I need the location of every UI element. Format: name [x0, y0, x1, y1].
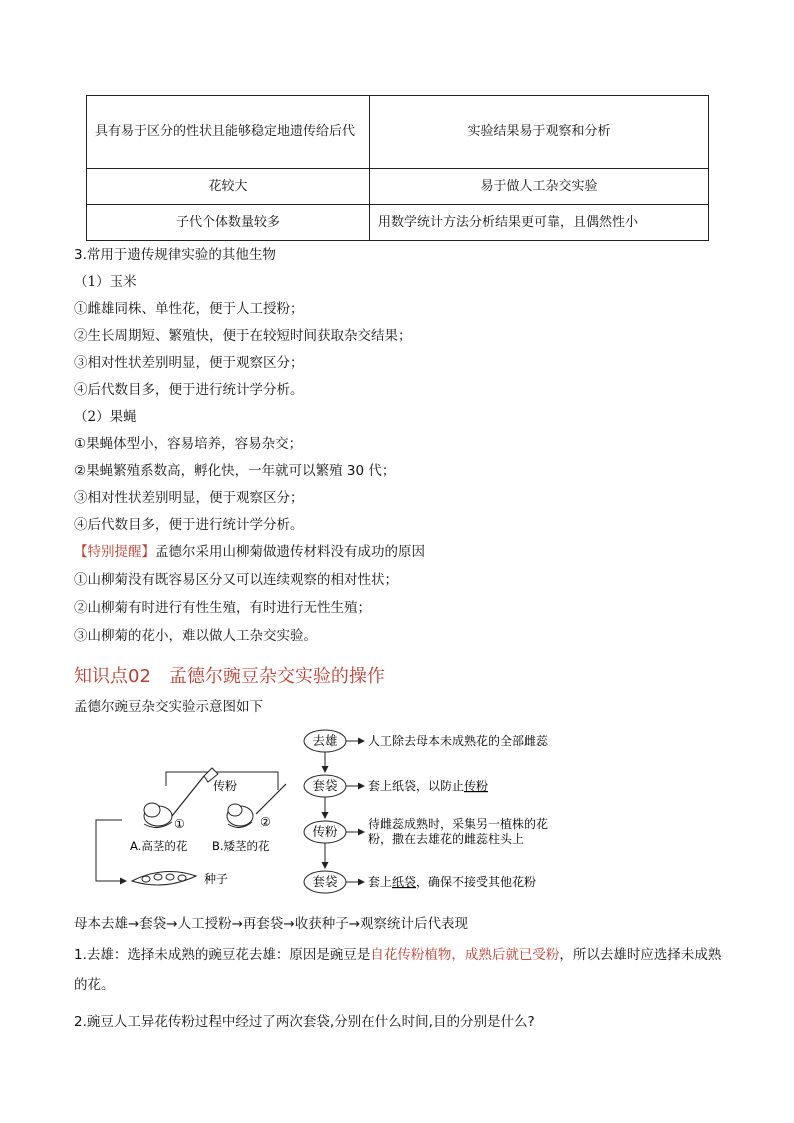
diagram-intro: 孟德尔豌豆杂交实验示意图如下	[74, 699, 263, 715]
highlight-text: 自花传粉植物，成熟后就已受粉	[370, 947, 560, 963]
flow-step-desc: 套上纸袋，确保不接受其他花粉	[368, 875, 537, 889]
list-item: ③山柳菊的花小，难以做人工杂交实验。	[74, 628, 317, 644]
list-item: ①果蝇体型小，容易培养，容易杂交；	[74, 436, 303, 452]
tweezers-right	[256, 784, 286, 814]
tweezers-left	[172, 776, 204, 816]
special-tip	[74, 540, 425, 560]
flow-step-label: 套袋	[312, 874, 338, 889]
flower-b-label: B.矮茎的花	[212, 839, 270, 853]
table-cell: 具有易于区分的性状且能够稳定地遗传给后代	[87, 96, 370, 169]
tip-label: 【特别提醒】	[74, 544, 155, 560]
list-item: ②生长周期短、繁殖快，便于在较短时间获取杂交结果；	[74, 328, 412, 344]
question-1: 1.去雄：选择未成熟的豌豆花去雄：原因是豌豆是自花传粉植物，成熟后就已受粉，所以去雄时应选择未成熟的花。	[74, 947, 722, 993]
corn-title: （1）玉米	[74, 274, 137, 290]
flow-step-desc: 套上纸袋，以防止传粉	[368, 779, 489, 793]
table-row	[87, 96, 709, 169]
tip-text: 孟德尔采用山柳菊做遗传材料没有成功的原因	[155, 544, 425, 560]
knowledge-title: 孟德尔豌豆杂交实验的操作	[168, 666, 385, 687]
list-item: ②果蝇繁殖系数高，孵化快，一年就可以繁殖 30 代；	[74, 463, 396, 479]
flow-step-desc: 人工除去母本未成熟花的全部雌蕊	[368, 734, 549, 748]
list-item: ④后代数目多，便于进行统计学分析。	[74, 517, 304, 533]
table-cell: 易于做人工杂交实验	[370, 169, 709, 205]
list-item: ③相对性状差别明显，便于观察区分；	[74, 490, 304, 506]
table-cell: 实验结果易于观察和分析	[370, 96, 709, 169]
question-2: 2.豌豆人工异花传粉过程中经过了两次套袋,分别在什么时间,目的分别是什么?	[74, 1014, 535, 1030]
knowledge-point-heading	[74, 662, 385, 688]
list-item: ①山柳菊没有既容易区分又可以连续观察的相对性状；	[74, 572, 398, 588]
pea-hybridization-diagram	[88, 724, 588, 900]
table-cell: 子代个体数量较多	[87, 205, 370, 241]
section-title: 3.常用于遗传规律实验的其他生物	[74, 247, 276, 263]
table-row	[87, 205, 709, 241]
knowledge-number: 知识点02	[74, 666, 151, 687]
list-item: ②山柳菊有时进行有性生殖，有时进行无性生殖；	[74, 600, 371, 616]
flow-step-label: 去雄	[312, 733, 338, 748]
seed-label: 种子	[204, 872, 229, 886]
table-cell: 花较大	[87, 169, 370, 205]
fly-title: （2）果蝇	[74, 409, 137, 425]
list-item: ③相对性状差别明显，便于观察区分；	[74, 355, 304, 371]
step-marker-1: ①	[174, 817, 185, 831]
pea-advantages-table	[86, 95, 709, 241]
list-item: ①雌雄同株、单性花，便于人工授粉；	[74, 301, 304, 317]
pollen-label: 传粉	[213, 779, 238, 793]
flow-step-label: 套袋	[312, 778, 338, 793]
table-cell: 用数学统计方法分析结果更可靠，且偶然性小	[370, 205, 709, 241]
process-summary: 母本去雄→套袋→人工授粉→再套袋→收获种子→观察统计后代表现	[74, 916, 469, 932]
flow-step-desc: 待雌蕊成熟时，采集另一植株的花	[368, 817, 549, 831]
flow-step-desc: 粉，撒在去雄花的雌蕊柱头上	[368, 832, 525, 846]
table-row	[87, 169, 709, 205]
list-item: ④后代数目多，便于进行统计学分析。	[74, 382, 304, 398]
flow-step-label: 传粉	[312, 824, 338, 839]
to-seed-arrow	[96, 820, 126, 881]
flower-a-label: A.高茎的花	[130, 839, 188, 853]
step-marker-2: ②	[260, 815, 271, 829]
